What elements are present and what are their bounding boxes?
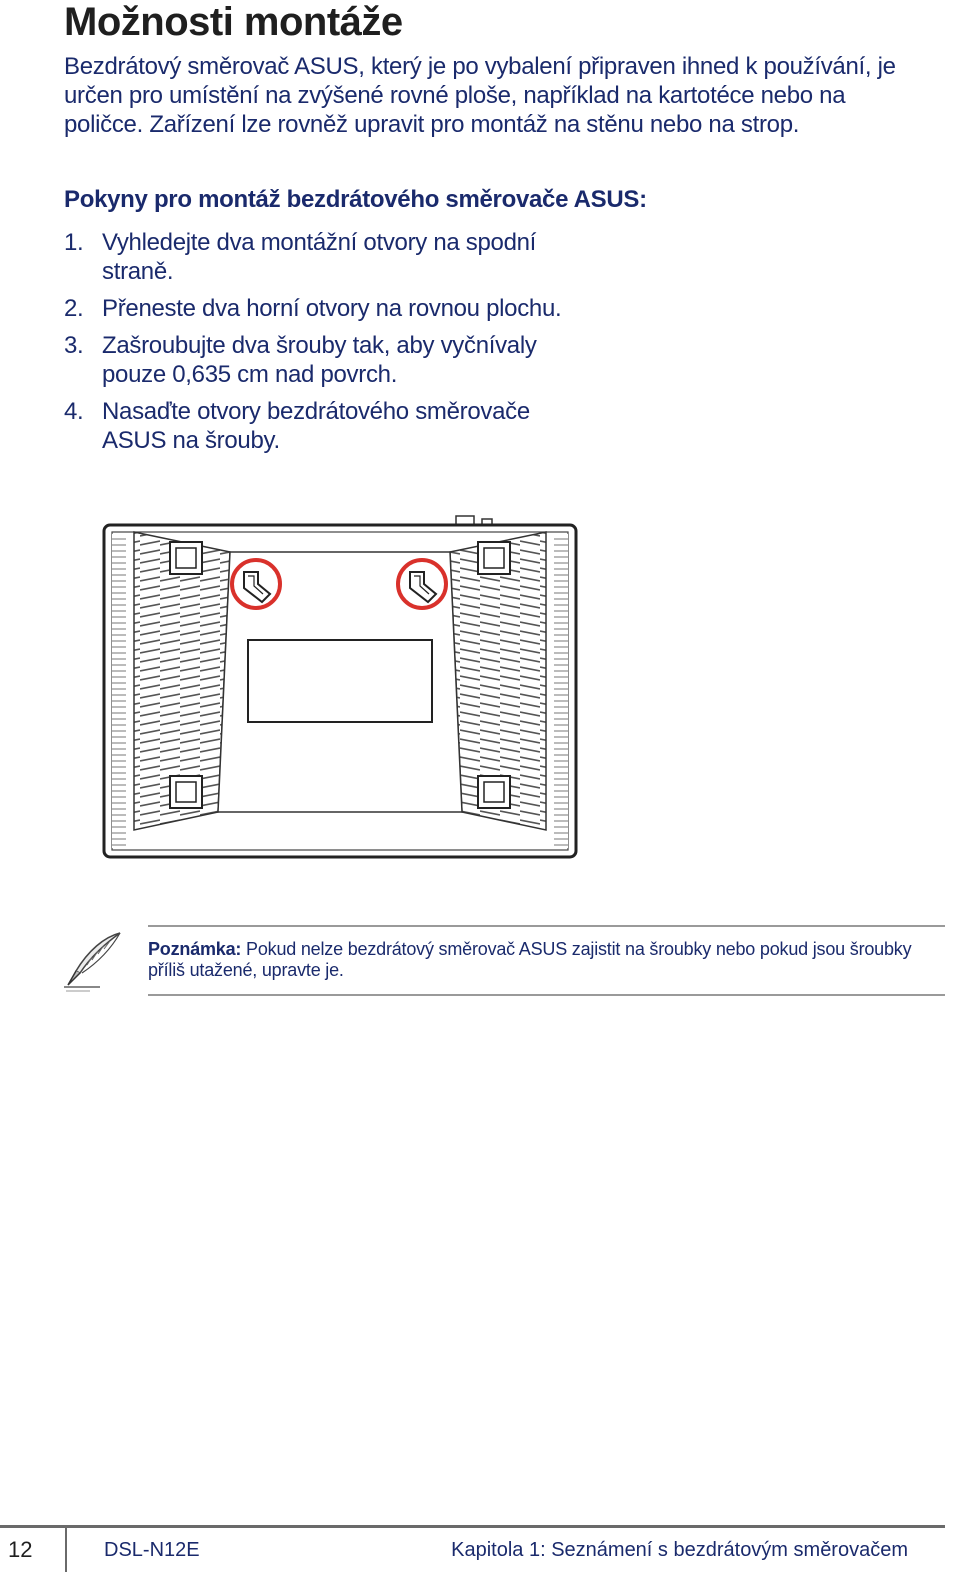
instruction-list [64,228,584,463]
mounting-hole-left [232,560,280,608]
footer-model-name: DSL-N12E [104,1539,200,1561]
rubber-foot [478,776,510,808]
right-edge-strip [554,534,568,848]
step-number: 4. [64,398,84,425]
note-text [148,939,938,981]
instruction-step [64,397,584,455]
note-body: Pokud nelze bezdrátový směrovač ASUS zajistit na šroubky nebo pokud jsou šroubky příliš utažené, upravte je. [148,939,912,980]
page-title: Možnosti montáže [64,0,403,44]
step-number: 1. [64,229,84,256]
instruction-step [64,331,584,389]
step-text: Nasaďte otvory bezdrátového směrovače ASUS na šrouby. [102,398,530,454]
rubber-foot [170,776,202,808]
footer-chapter-title: Kapitola 1: Seznámení s bezdrátovým směrovačem [451,1539,908,1561]
rubber-foot [478,542,510,574]
note-divider-bottom [148,994,945,996]
footer-divider [0,1525,945,1528]
step-text: Zašroubujte dva šrouby tak, aby vyčnívaly pouze 0,635 cm nad povrch. [102,332,537,388]
step-number: 3. [64,332,84,359]
page-number: 12 [8,1537,33,1562]
step-number: 2. [64,295,84,322]
intro-paragraph: Bezdrátový směrovač ASUS, který je po vybalení připraven ihned k používání, je určen pro umístění na zvýšené rovné ploše, například na kartotéce nebo na poličce. Zařízení lze rovněž upravit pro montáž na stěnu nebo na strop. [64,53,896,138]
mounting-hole-right [398,560,446,608]
router-bottom-diagram [100,512,580,862]
instruction-step [64,228,584,286]
note-divider-top [148,925,945,927]
quill-pen-icon [60,927,126,993]
rubber-foot [170,542,202,574]
note-label: Poznámka: [148,939,242,959]
left-edge-strip [112,534,126,848]
note-box [60,925,945,997]
step-text: Vyhledejte dva montážní otvory na spodní straně. [102,229,537,285]
instructions-heading: Pokyny pro montáž bezdrátového směrovače ASUS: [64,186,647,213]
instruction-step [64,294,584,323]
step-text: Přeneste dva horní otvory na rovnou plochu. [102,295,562,322]
label-area [248,640,432,722]
